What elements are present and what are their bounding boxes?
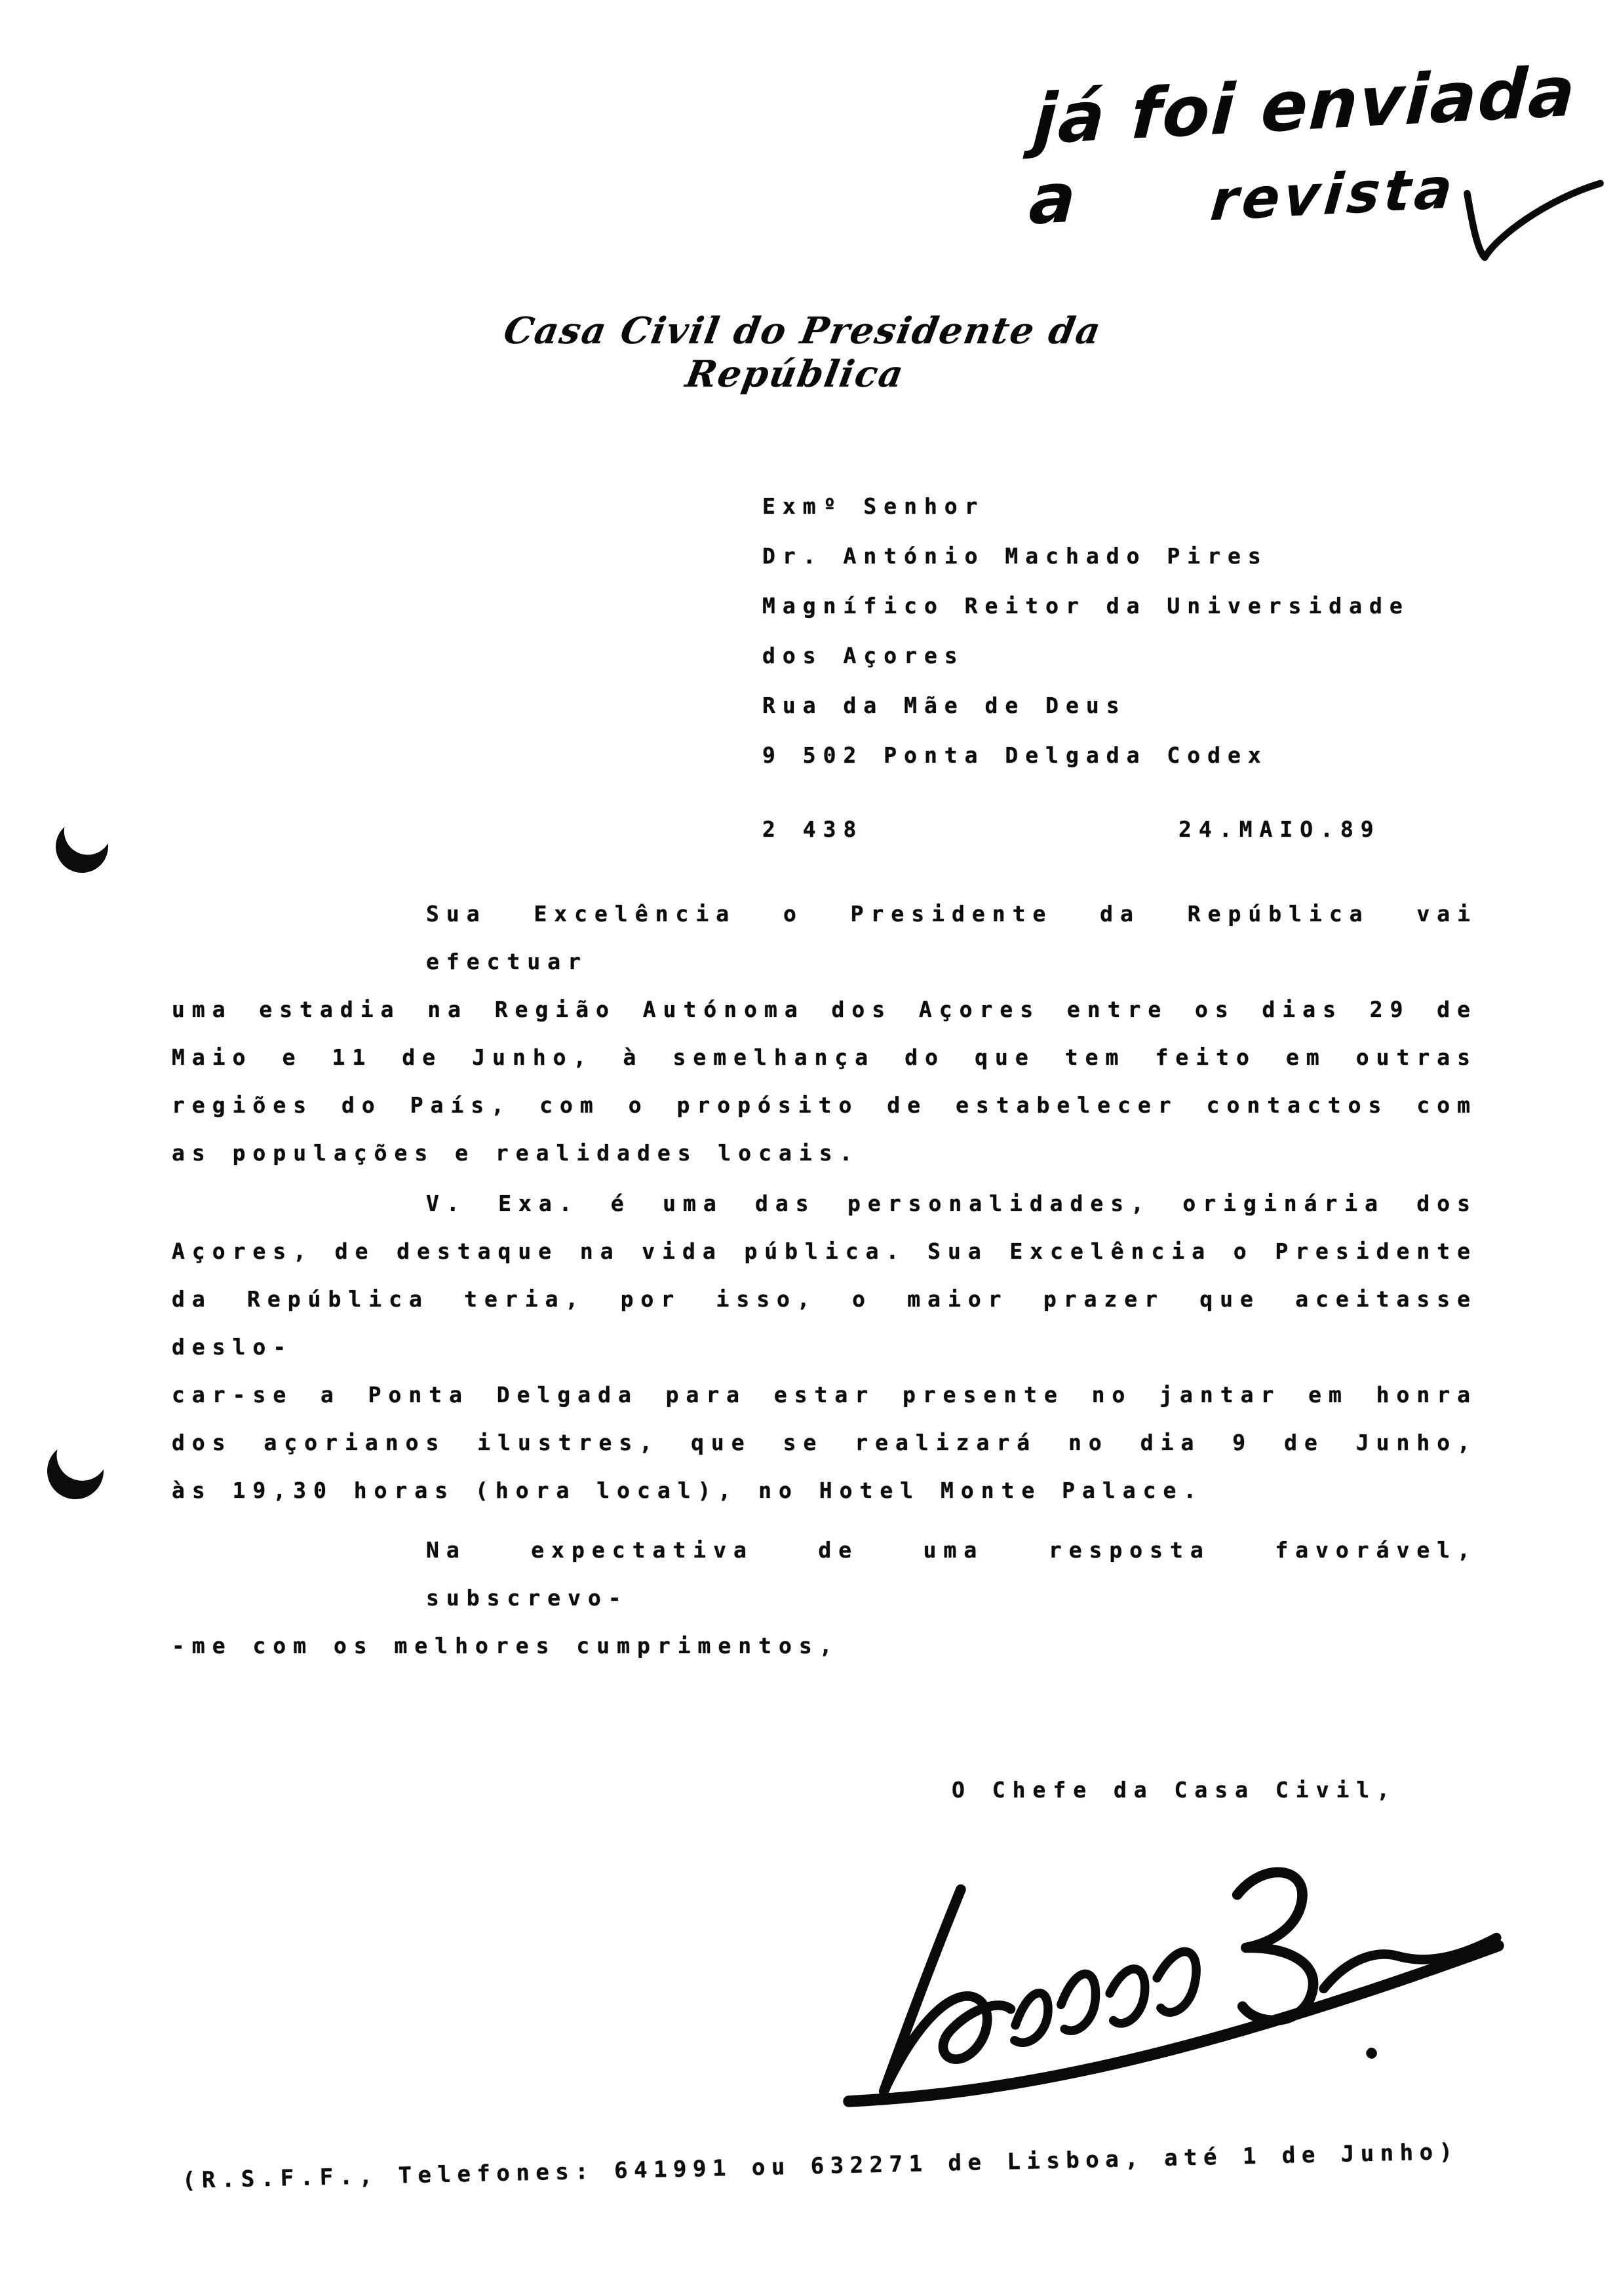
handwritten-note-line-1: já foi enviada a	[1027, 51, 1578, 240]
checkmark-icon	[1458, 174, 1609, 278]
recipient-line: 9 502 Ponta Delgada Codex	[762, 742, 1268, 768]
recipient-line: Magnífico Reitor da Universidade	[762, 593, 1410, 619]
footer-note: (R.S.F.F., Telefones: 641991 ou 632271 de Lisboa, até 1 de Junho)	[182, 2138, 1459, 2194]
letterhead-script: Casa Civil do Presidente da República	[500, 309, 1105, 396]
body-line: car-se a Ponta Delgada para estar presente no jantar em honra	[172, 1382, 1477, 1407]
hole-punch-mark-bottom	[45, 1440, 107, 1502]
recipient-line: Rua da Mãe de Deus	[762, 693, 1127, 718]
body-line: as populações e realidades locais.	[172, 1140, 860, 1166]
body-paragraph-2	[172, 1179, 1477, 1514]
recipient-line: Exmº Senhor	[762, 493, 985, 519]
body-line: Açores, de destaque na vida pública. Sua Excelência o Presidente	[172, 1238, 1477, 1264]
body-line: V. Exa. é uma das personalidades, originária dos	[426, 1191, 1477, 1216]
hole-punch-mark-top	[52, 817, 111, 876]
recipient-line: Dr. António Machado Pires	[762, 543, 1268, 569]
body-line: uma estadia na Região Autónoma dos Açores entre os dias 29 de	[172, 997, 1477, 1022]
body-line: Maio e 11 de Junho, à semelhança do que tem feito em outras	[172, 1044, 1477, 1070]
body-line: da República teria, por isso, o maior prazer que aceitasse deslo-	[172, 1286, 1477, 1360]
recipient-line: dos Açores	[762, 643, 965, 668]
signature-scrawl	[827, 1841, 1517, 2114]
body-line: Sua Excelência o Presidente da República vai efectuar	[426, 901, 1477, 974]
handwritten-note-line-2: revista	[1207, 155, 1459, 235]
body-line: regiões do País, com o propósito de estabelecer contactos com	[172, 1092, 1477, 1118]
reference-number: 2 438	[762, 816, 864, 842]
letter-date: 24.MAIO.89	[1178, 816, 1381, 842]
recipient-address	[762, 482, 1516, 780]
body-line: dos açorianos ilustres, que se realizará no dia 9 de Junho,	[172, 1430, 1477, 1455]
body-line: -me com os melhores cumprimentos,	[172, 1633, 840, 1658]
body-paragraph-3	[172, 1526, 1477, 1670]
body-line: às 19,30 horas (hora local), no Hotel Monte Palace.	[172, 1478, 1204, 1503]
body-paragraph-1	[172, 890, 1477, 1177]
closing-salutation: O Chefe da Casa Civil,	[952, 1777, 1397, 1803]
body-line: Na expectativa de uma resposta favorável, subscrevo-	[426, 1537, 1477, 1611]
